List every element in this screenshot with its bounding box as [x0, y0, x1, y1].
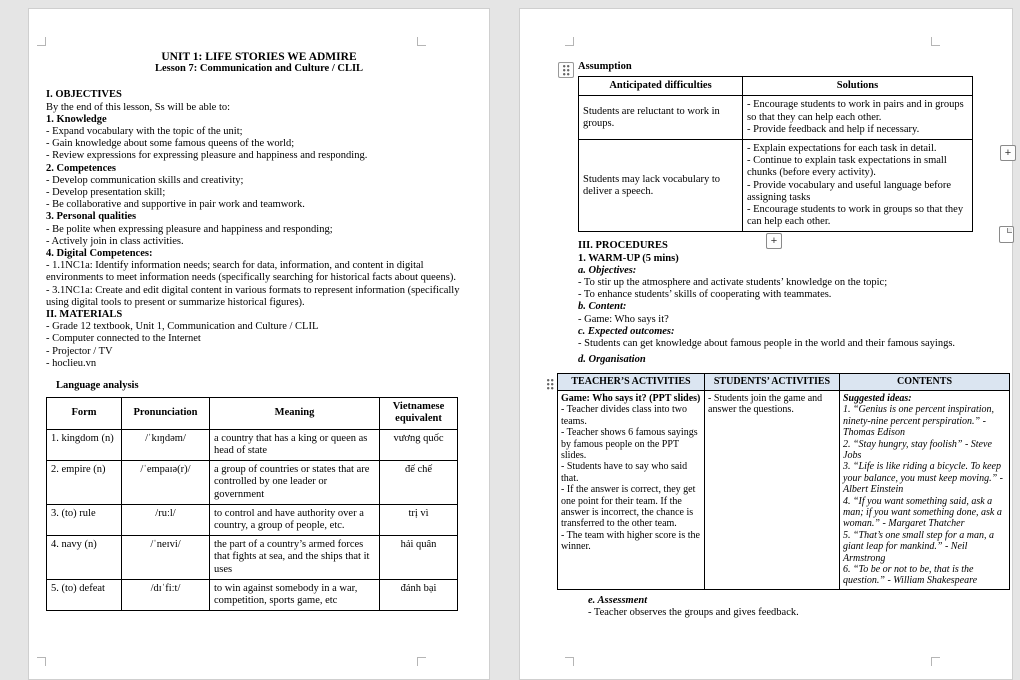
cell-form: 4. navy (n) — [47, 536, 122, 580]
text-line: - Students can get knowledge about famous people in the world and their famous sayings. — [578, 338, 956, 350]
cell-teacher-activities — [558, 390, 705, 589]
text-line: 3. “Life is like riding a bicycle. To keep your balance, you must keep moving.” - Albert Einstein — [843, 461, 1003, 496]
table-row — [579, 96, 973, 140]
table-row — [47, 579, 458, 610]
cell-solutions — [743, 140, 973, 232]
column-header-difficulties: Anticipated difficulties — [579, 77, 743, 96]
text-line: - Students have to say who said that. — [561, 461, 688, 484]
text-line: - Be collaborative and supportive in pair work and teamwork. — [46, 199, 305, 211]
column-header-contents: CONTENTS — [840, 374, 1010, 390]
text-line: - If the answer is correct, they get one point for their team. If the answer is incorrect, the chance is transferred to the other team. — [561, 484, 696, 530]
procedures-heading: III. PROCEDURES — [578, 240, 668, 252]
text-line: - Gain knowledge about some famous queens of the world; — [46, 138, 295, 150]
text-line: - Projector / TV — [46, 345, 113, 357]
text-line: 1. “Genius is one percent inspiration, ninety-nine percent perspiration.” - Thomas Edison — [843, 404, 995, 439]
cell-difficulty: Students may lack vocabulary to deliver a speech. — [579, 140, 743, 232]
competences-heading: 2. Competences — [46, 162, 116, 174]
cell-meaning: to win against somebody in a war, competition, sports game, etc — [210, 579, 380, 610]
cell-meaning: a group of countries or states that are controlled by one leader or government — [210, 461, 380, 505]
text-line: 6. “To be or not to be, that is the question.” - William Shakespeare — [843, 563, 978, 587]
cell-form: 5. (to) defeat — [47, 579, 122, 610]
warmup-content-list — [578, 314, 972, 326]
digital-competences-list — [46, 260, 472, 309]
contents-title: Suggested ideas: — [843, 392, 912, 404]
cell-contents — [840, 390, 1010, 589]
insert-plus-button[interactable] — [766, 233, 782, 249]
text-line: - Actively join in class activities. — [46, 235, 184, 247]
text-line: - Develop presentation skill; — [46, 187, 166, 199]
text-line: - 1.1NC1a: Identify information needs; search for data, information, and content in digital environments to meet information needs (specifically searching for historical facts about queens). — [46, 260, 456, 284]
cell-vietnamese: trị vì — [380, 504, 458, 535]
text-line: - To stir up the atmosphere and activate students’ knowledge on the topic; — [578, 277, 888, 289]
cell-meaning: a country that has a king or queen as head of state — [210, 429, 380, 460]
cell-form: 3. (to) rule — [47, 504, 122, 535]
text-line: - Computer connected to the Internet — [46, 333, 201, 345]
cell-form: 2. empire (n) — [47, 461, 122, 505]
cell-pronunciation: /ˈkɪŋdəm/ — [122, 429, 210, 460]
organisation-heading: d. Organisation — [578, 354, 646, 366]
organisation-table — [557, 373, 1010, 589]
teacher-activity-title: Game: Who says it? (PPT slides) — [561, 392, 701, 404]
text-line: - Provide vocabulary and useful language before assigning tasks — [747, 179, 952, 203]
cell-pronunciation: /ruːl/ — [122, 504, 210, 535]
text-line: - Be polite when expressing pleasure and happiness and responding; — [46, 223, 333, 235]
assessment-list — [578, 607, 972, 619]
materials-list — [46, 321, 472, 370]
warmup-heading: 1. WARM-UP (5 mins) — [578, 252, 679, 264]
cell-meaning: to control and have authority over a country, a group of people, etc. — [210, 504, 380, 535]
cell-solutions — [743, 96, 973, 140]
language-analysis-table — [46, 397, 458, 611]
document-page-2[interactable] — [519, 8, 1013, 680]
unit-title: UNIT 1: LIFE STORIES WE ADMIRE — [161, 51, 357, 63]
language-analysis-heading: Language analysis — [56, 380, 139, 392]
text-line: - Encourage students to work in groups so that they can help each other. — [747, 204, 964, 228]
column-header-pronunciation: Pronunciation — [122, 398, 210, 429]
objectives-heading: I. OBJECTIVES — [46, 89, 122, 101]
cell-vietnamese: đế chế — [380, 461, 458, 505]
column-header-solutions: Solutions — [743, 77, 973, 96]
table-row — [579, 140, 973, 232]
warmup-objectives-list — [578, 277, 972, 301]
warmup-objectives-heading: a. Objectives: — [578, 264, 637, 276]
table-header-row — [558, 374, 1010, 390]
text-line: - To enhance students’ skills of cooperating with teammates. — [578, 289, 832, 301]
cell-pronunciation: /ˈempaɪə(r)/ — [122, 461, 210, 505]
table-row — [558, 390, 1010, 589]
text-line: - Grade 12 textbook, Unit 1, Communication and Culture / CLIL — [46, 321, 319, 333]
warmup-outcomes-heading: c. Expected outcomes: — [578, 325, 675, 337]
competences-list — [46, 175, 472, 212]
text-line: - Teacher divides class into two teams. — [561, 404, 688, 427]
text-line: - Students join the game and answer the questions. — [708, 392, 823, 416]
text-line: - Explain expectations for each task in detail. — [747, 143, 937, 155]
column-header-teacher-activities: TEACHER’S ACTIVITIES — [558, 374, 705, 390]
table-row — [47, 461, 458, 505]
cell-pronunciation: /ˈneɪvi/ — [122, 536, 210, 580]
paste-options-icon[interactable] — [999, 226, 1014, 243]
warmup-content-heading: b. Content: — [578, 301, 627, 313]
text-line: - Continue to explain task expectations in small chunks (before every activity). — [747, 155, 947, 179]
text-line: 4. “If you want something said, ask a man; if you want something done, ask a woman.” - Margaret Thatcher — [843, 495, 1002, 530]
teacher-activity-list — [561, 404, 701, 552]
text-line: 5. “That’s one small step for a man, a giant leap for mankind.” - Neil Armstrong — [843, 529, 994, 564]
cell-pronunciation: /dɪˈfiːt/ — [122, 579, 210, 610]
drag-handle-icon — [563, 65, 570, 76]
margin-crop-mark — [417, 657, 426, 666]
cell-vietnamese: hải quân — [380, 536, 458, 580]
assumption-table — [578, 76, 973, 232]
table-header-row — [579, 77, 973, 96]
text-line: - Encourage students to work in pairs and in groups so that they can help each other. — [747, 99, 964, 123]
materials-heading: II. MATERIALS — [46, 309, 123, 321]
cell-vietnamese: đánh bại — [380, 579, 458, 610]
column-header-student-activities: STUDENTS’ ACTIVITIES — [705, 374, 840, 390]
cell-difficulty: Students are reluctant to work in groups. — [579, 96, 743, 140]
assumption-table-drag-handle[interactable] — [558, 62, 574, 78]
page-2-content — [520, 9, 1012, 619]
column-header-form: Form — [47, 398, 122, 429]
text-line: - Develop communication skills and creativity; — [46, 174, 244, 186]
table-row — [47, 504, 458, 535]
contents-list — [843, 404, 1006, 587]
text-line: - Expand vocabulary with the topic of the unit; — [46, 126, 243, 138]
table-header-row — [47, 398, 458, 429]
text-line: - 3.1NC1a: Create and edit digital content in various formats to represent information (specifically using digital tools to present or summarize historical figures). — [46, 284, 460, 308]
text-line: 2. “Stay hungry, stay foolish” - Steve Jobs — [843, 438, 992, 461]
lesson-subtitle: Lesson 7: Communication and Culture / CLIL — [154, 63, 364, 75]
column-header-meaning: Meaning — [210, 398, 380, 429]
digital-competences-heading: 4. Digital Competences: — [46, 248, 153, 260]
table-row — [47, 536, 458, 580]
add-row-plus-button[interactable] — [1000, 145, 1016, 161]
organisation-table-drag-handle-icon[interactable] — [547, 379, 555, 391]
text-line: - Game: Who says it? — [578, 313, 669, 325]
text-line: - Review expressions for expressing pleasure and happiness and responding. — [46, 150, 368, 162]
knowledge-list — [46, 126, 472, 163]
assessment-heading: e. Assessment — [588, 594, 648, 606]
margin-crop-mark — [931, 657, 940, 666]
plus-icon: + — [1004, 147, 1012, 159]
document-page-1[interactable] — [28, 8, 490, 680]
text-line: - Teacher shows 6 famous sayings by famous people on the PPT slides. — [561, 427, 698, 461]
assumption-heading: Assumption — [578, 61, 632, 72]
cell-form: 1. kingdom (n) — [47, 429, 122, 460]
personal-qualities-heading: 3. Personal qualities — [46, 211, 137, 223]
margin-crop-mark — [37, 657, 46, 666]
page-1-content — [29, 9, 489, 611]
warmup-outcomes-list — [578, 338, 972, 350]
margin-crop-mark — [565, 657, 574, 666]
knowledge-heading: 1. Knowledge — [46, 113, 107, 125]
text-line: - Teacher observes the groups and gives feedback. — [588, 606, 799, 618]
text-line: - Provide feedback and help if necessary. — [747, 123, 920, 135]
cell-meaning: the part of a country’s armed forces that fights at sea, and the ships that it uses — [210, 536, 380, 580]
student-activity-list — [708, 393, 836, 416]
personal-qualities-list — [46, 224, 472, 248]
objectives-intro: By the end of this lesson, Ss will be able to: — [46, 101, 231, 113]
plus-icon: + — [770, 235, 778, 247]
table-row — [47, 429, 458, 460]
cell-vietnamese: vương quốc — [380, 429, 458, 460]
column-header-vietnamese: Vietnamese equivalent — [380, 398, 458, 429]
text-line: - hoclieu.vn — [46, 357, 97, 369]
text-line: - The team with higher score is the winner. — [561, 529, 700, 553]
cell-student-activities — [705, 390, 840, 589]
